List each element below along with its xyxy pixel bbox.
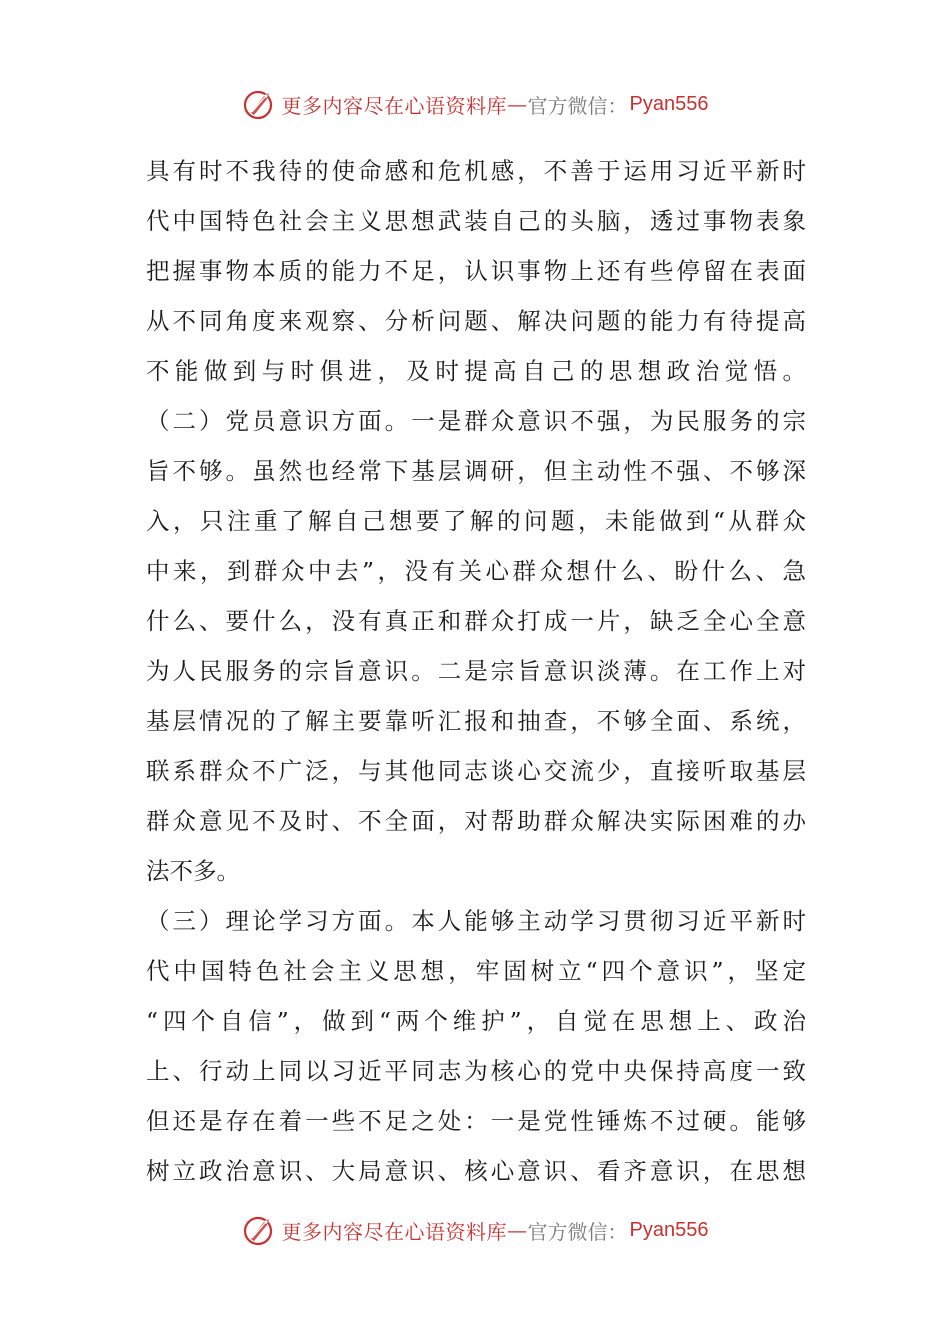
text-line: （二）党员意识方面。一是群众意识不强，为民服务的宗: [146, 407, 806, 435]
text-line: 代中国特色社会主义思想武装自己的头脑，透过事物表象: [146, 207, 806, 235]
text-line: 中来，到群众中去”，没有关心群众想什么、盼什么、急: [146, 557, 806, 585]
banner-wechat-id: Pyan556: [629, 1218, 709, 1241]
banner-title: 更多内容尽在心语资料库: [281, 1219, 508, 1244]
text-line: 群众意见不及时、不全面，对帮助群众解决实际困难的办: [146, 807, 806, 835]
text-line: 基层情况的了解主要靠听汇报和抽查，不够全面、系统，: [146, 707, 806, 735]
banner-wechat-id: Pyan556: [629, 92, 709, 115]
text-line: 入，只注重了解自己想要了解的问题，未能做到“从群众: [146, 507, 806, 535]
banner-separator: —: [507, 1218, 528, 1242]
text-line: 但还是存在着一些不足之处：一是党性锤炼不过硬。能够: [146, 1107, 806, 1135]
text-line: “四个自信”，做到“两个维护”，自觉在思想上、政治: [146, 1007, 806, 1035]
text-line: 从不同角度来观察、分析问题、解决问题的能力有待提高: [146, 307, 806, 335]
banner-title: 更多内容尽在心语资料库: [281, 93, 508, 118]
footer-banner: [0, 1210, 950, 1250]
banner-wechat-label: 官方微信：: [527, 1219, 628, 1244]
text-line: 旨不够。虽然也经常下基层调研，但主动性不强、不够深: [146, 457, 806, 485]
text-line: 具有时不我待的使命感和危机感，不善于运用习近平新时: [146, 157, 806, 185]
text-line: 代中国特色社会主义思想，牢固树立“四个意识”，坚定: [146, 957, 806, 985]
header-banner: [0, 84, 950, 124]
text-line: 为人民服务的宗旨意识。二是宗旨意识淡薄。在工作上对: [146, 657, 806, 685]
text-line: 什么、要什么，没有真正和群众打成一片，缺乏全心全意: [146, 607, 806, 635]
pen-nib-logo-icon: [242, 87, 276, 121]
text-line: 树立政治意识、大局意识、核心意识、看齐意识，在思想: [146, 1157, 806, 1185]
banner-wechat-label: 官方微信：: [527, 93, 628, 118]
text-line: 把握事物本质的能力不足，认识事物上还有些停留在表面: [146, 257, 806, 285]
banner-separator: —: [507, 92, 528, 116]
document-body: [146, 146, 806, 1196]
text-line: 联系群众不广泛，与其他同志谈心交流少，直接听取基层: [146, 757, 806, 785]
text-line: （三）理论学习方面。本人能够主动学习贯彻习近平新时: [146, 907, 806, 935]
text-line: 不能做到与时俱进，及时提高自己的思想政治觉悟。: [146, 357, 806, 385]
text-line: 法不多。: [146, 857, 240, 885]
text-line: 上、行动上同以习近平同志为核心的党中央保持高度一致: [146, 1057, 806, 1085]
pen-nib-logo-icon: [242, 1213, 276, 1247]
